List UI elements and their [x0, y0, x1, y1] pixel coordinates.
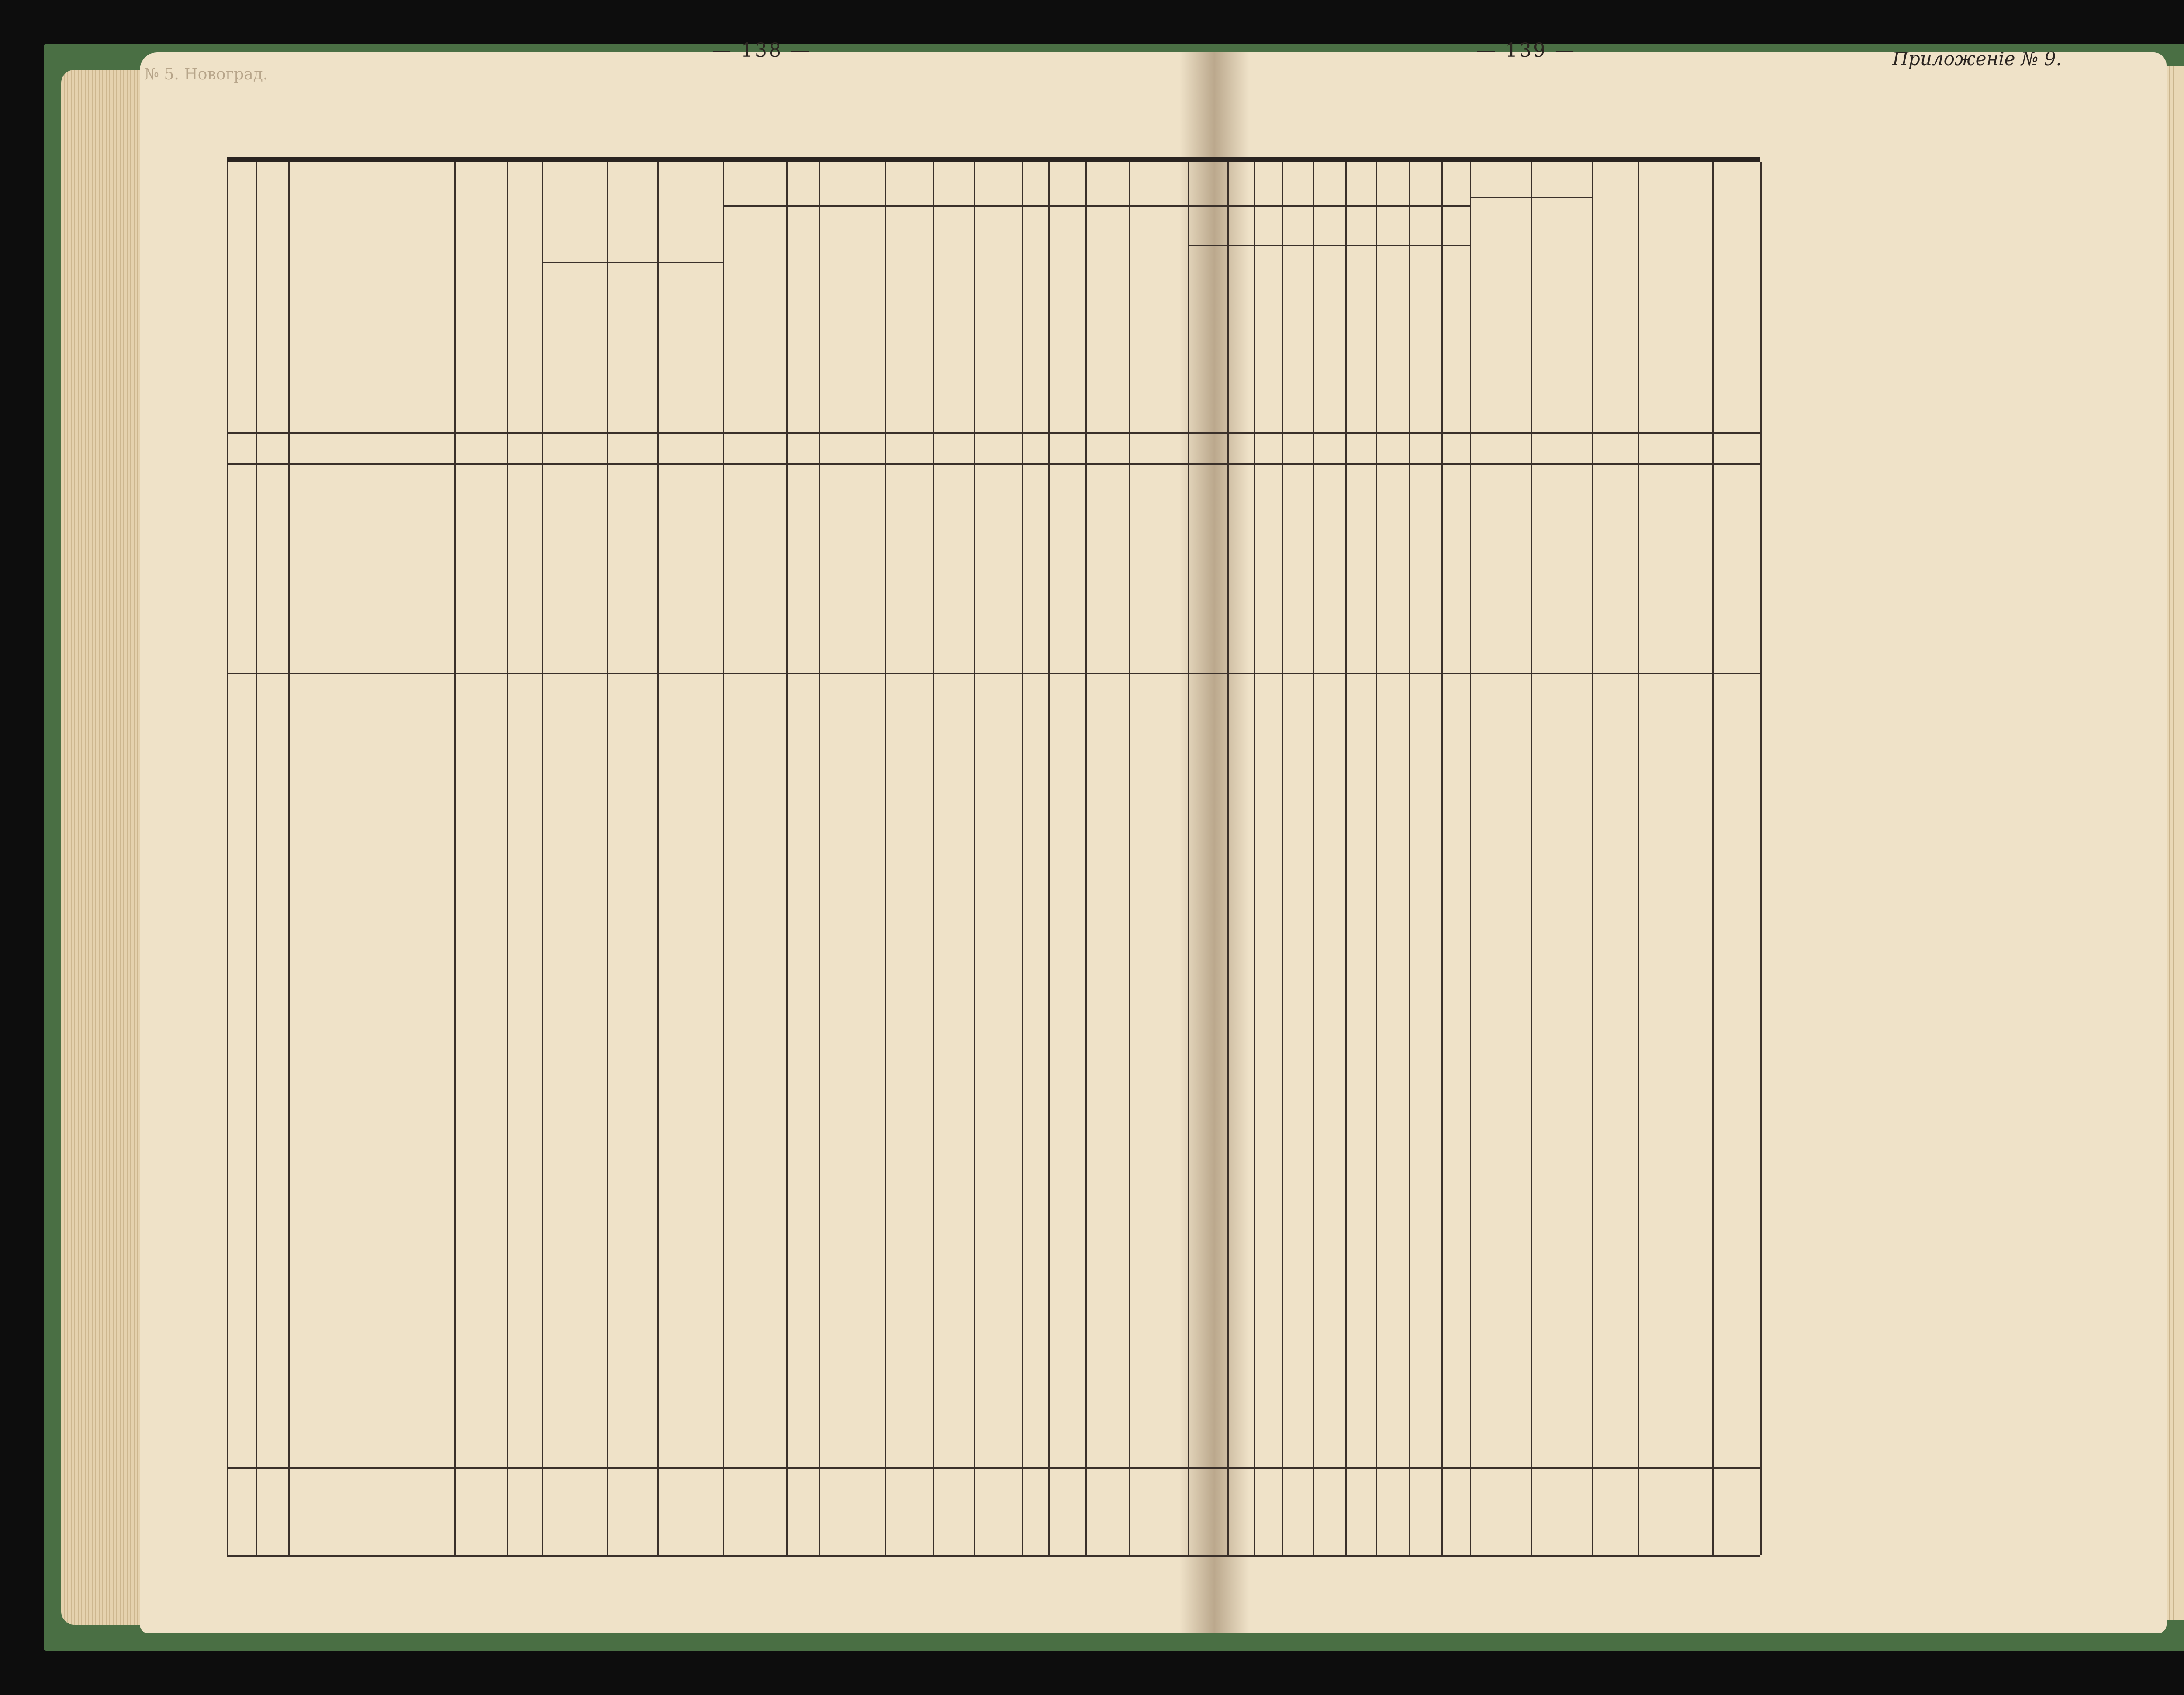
- column-rule: [1376, 162, 1377, 1555]
- column-header: [1349, 249, 1372, 428]
- column-header: [1192, 249, 1224, 428]
- column-header: [1286, 249, 1309, 428]
- column-rule: [819, 162, 820, 1555]
- column-header: [888, 166, 929, 428]
- column-rule: [1022, 162, 1023, 1555]
- column-header: [1445, 249, 1466, 428]
- appendix-label: Приложенiе № 9.: [1892, 48, 2062, 69]
- column-header: [978, 166, 1019, 428]
- column-header: [1026, 166, 1045, 428]
- faded-stamp: № 5. Новоград.: [144, 66, 268, 83]
- column-rule: [288, 162, 290, 1555]
- total-rule-2-top: [227, 1467, 1760, 1469]
- column-rule: [1712, 162, 1714, 1555]
- column-header: [545, 266, 604, 428]
- column-header: [822, 166, 881, 428]
- column-header: [1379, 249, 1405, 428]
- column-rule: [1188, 162, 1189, 1555]
- column-header: [661, 266, 719, 428]
- column-header: [1641, 166, 1709, 428]
- column-rule: [974, 162, 975, 1555]
- column-header: [1596, 166, 1635, 428]
- table-top-rule: [227, 157, 1760, 162]
- column-rule: [1760, 162, 1762, 1555]
- right-page-number: — 139 —: [1476, 39, 1576, 62]
- group-rule-zaved: [1470, 197, 1592, 198]
- column-rule: [885, 162, 886, 1555]
- sub-rule-promysly: [1188, 245, 1470, 246]
- column-rule: [1227, 162, 1229, 1555]
- column-rule: [1470, 162, 1471, 1555]
- column-rule: [1592, 162, 1593, 1555]
- column-header: [1133, 166, 1185, 428]
- total-rule-1-top: [227, 673, 1760, 674]
- column-header: [1089, 166, 1126, 428]
- column-rule: [933, 162, 934, 1555]
- column-header: [1716, 166, 1757, 428]
- column-header: [726, 166, 783, 428]
- column-header: [936, 166, 971, 428]
- column-header: [1231, 249, 1250, 428]
- column-rule: [1313, 162, 1314, 1555]
- column-rule: [1345, 162, 1347, 1555]
- column-rule: [1409, 162, 1410, 1555]
- column-header: [1052, 166, 1082, 428]
- column-rule: [657, 162, 659, 1555]
- column-rule: [542, 162, 543, 1555]
- column-rule: [1531, 162, 1532, 1555]
- header-num-rule: [227, 432, 1760, 434]
- column-header: [611, 266, 654, 428]
- column-header: [790, 166, 816, 428]
- column-rule: [256, 162, 257, 1555]
- column-rule: [1129, 162, 1130, 1555]
- column-header: [1534, 201, 1589, 428]
- column-header: [1412, 249, 1438, 428]
- column-rule: [1638, 162, 1639, 1555]
- column-rule: [1441, 162, 1443, 1555]
- column-header: [1316, 249, 1342, 428]
- label-b-pom: [459, 629, 498, 673]
- column-header: [1473, 201, 1527, 428]
- column-rule: [786, 162, 788, 1555]
- column-rule: [507, 162, 508, 1555]
- column-rule: [227, 162, 228, 1555]
- column-rule: [1254, 162, 1255, 1555]
- column-rule: [607, 162, 608, 1555]
- table-bottom-rule: [227, 1555, 1760, 1557]
- left-page-edges: [61, 70, 149, 1625]
- column-rule: [1085, 162, 1087, 1555]
- group-rule-zanim: [542, 262, 723, 263]
- group-rule-promysly: [1188, 205, 1470, 207]
- left-page-number: — 138 —: [712, 39, 812, 62]
- column-rule: [723, 162, 724, 1555]
- column-rule: [454, 162, 456, 1555]
- column-header: [1257, 249, 1279, 428]
- column-rule: [1048, 162, 1050, 1555]
- header-bottom-rule: [227, 463, 1760, 465]
- column-rule: [1282, 162, 1283, 1555]
